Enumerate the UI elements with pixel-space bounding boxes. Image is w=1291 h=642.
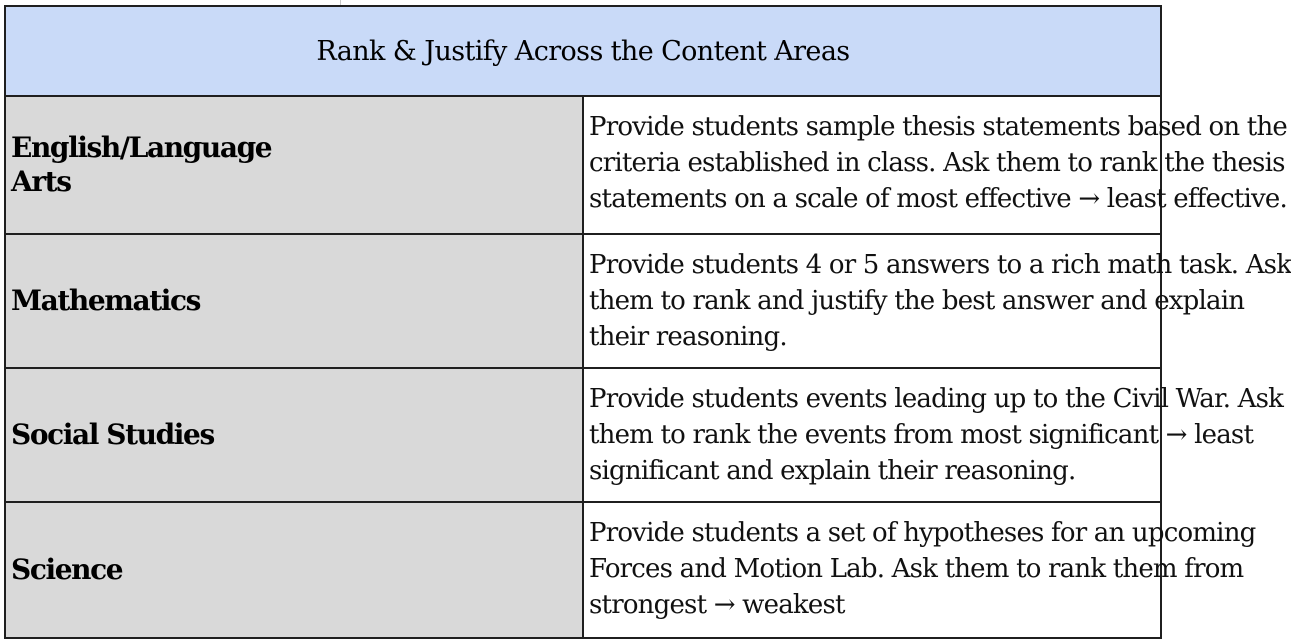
- description-cell: [583, 368, 1284, 502]
- description-line: statements on a scale of most effective → least effective.: [589, 184, 1287, 214]
- subject-cell: [5, 502, 583, 638]
- description-line: Provide students events leading up to the Civil War. Ask: [589, 384, 1284, 414]
- description-line: significant and explain their reasoning.: [589, 456, 1076, 486]
- rank-justify-table: [4, 5, 1291, 639]
- subject-cell: [5, 368, 583, 502]
- description-cell: [583, 502, 1256, 638]
- table-row-english-language-arts: [5, 96, 1161, 234]
- table-title: Rank & Justify Across the Content Areas: [5, 6, 1161, 96]
- description-line: criteria established in class. Ask them to rank the thesis: [589, 148, 1285, 178]
- table-header-row: [5, 6, 1161, 96]
- subject-label-line: Mathematics: [11, 284, 200, 317]
- table-row-mathematics: [5, 234, 1161, 368]
- table-row-social-studies: [5, 368, 1161, 502]
- table-row-science: [5, 502, 1161, 638]
- subject-label-line: English/Language: [11, 131, 272, 164]
- description-line: Provide students 4 or 5 answers to a rich math task. Ask: [589, 250, 1291, 280]
- description-line: them to rank and justify the best answer and explain: [589, 286, 1245, 316]
- description-line: Forces and Motion Lab. Ask them to rank them from: [589, 554, 1244, 584]
- description-cell: [583, 96, 1287, 234]
- subject-label-line: Arts: [11, 165, 71, 198]
- description-line: Provide students a set of hypotheses for an upcoming: [589, 518, 1256, 548]
- description-line: their reasoning.: [589, 322, 787, 352]
- subject-cell: [5, 234, 583, 368]
- description-line: strongest → weakest: [589, 590, 845, 620]
- subject-cell: [5, 96, 583, 234]
- description-line: them to rank the events from most significant → least: [589, 420, 1254, 450]
- description-line: Provide students sample thesis statements based on the: [589, 112, 1287, 142]
- description-cell: [583, 234, 1291, 368]
- subject-label-line: Social Studies: [11, 418, 214, 451]
- subject-label-line: Science: [11, 553, 123, 586]
